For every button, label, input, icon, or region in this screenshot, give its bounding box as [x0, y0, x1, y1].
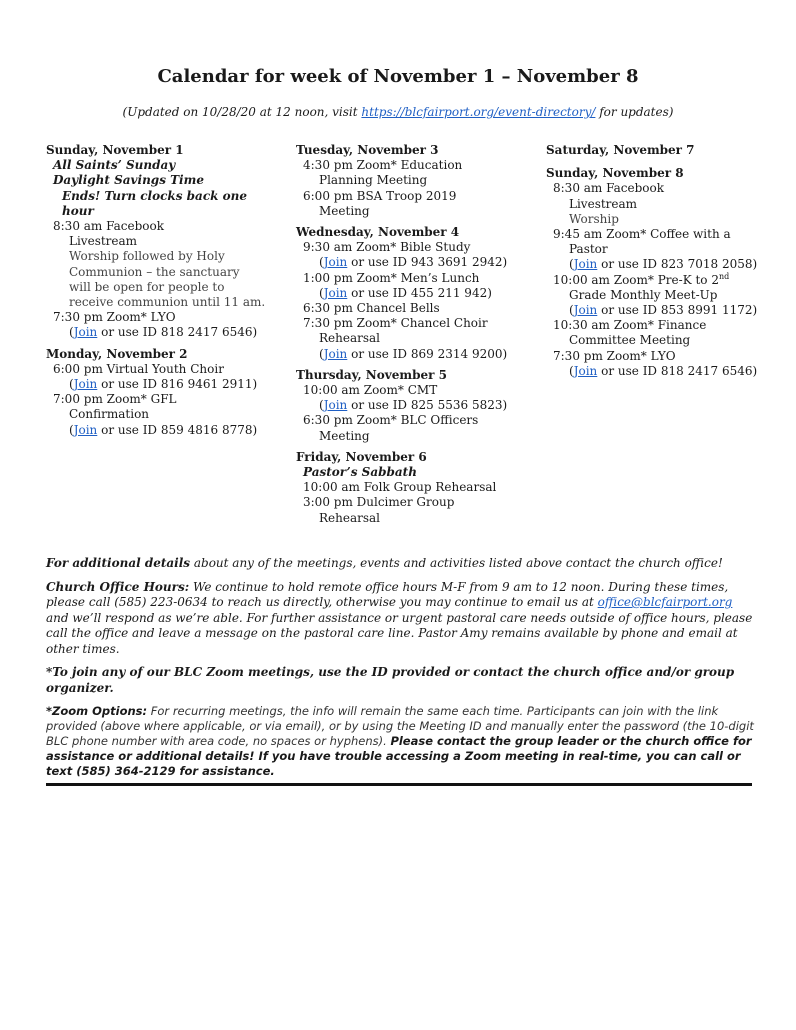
event-item: [303, 240, 536, 270]
join-link[interactable]: Join: [73, 422, 98, 437]
day-heading: Wednesday, November 4: [296, 225, 460, 240]
event-item: [303, 158, 536, 188]
meeting-id-line: (Join or use ID 455 211 942): [319, 285, 492, 300]
meeting-id-line: (Join or use ID 869 2314 9200): [319, 346, 508, 361]
office-email-link[interactable]: office@blcfairport.org: [597, 595, 733, 609]
event-title-cont: Rehearsal: [319, 510, 381, 525]
day-sunday-nov-8: [546, 166, 786, 379]
zoom-join-text: *To join any of our BLC Zoom meetings, use the ID provided or contact the church office and/or group organizer.: [46, 665, 735, 695]
office-hours-text-cont: and we’ll respond as we’re able. For further assistance or urgent pastoral care needs outside of office hours, please call the office and leave a message on the pastoral care line. Pastor Amy remains available by phone and email at other times.: [46, 610, 753, 656]
event-title-cont: Rehearsal: [319, 331, 381, 346]
day-heading: Saturday, November 7: [546, 143, 695, 157]
update-note-suffix: for updates): [595, 105, 674, 119]
event-title: 9:30 am Zoom* Bible Study: [303, 240, 471, 255]
meeting-id: or use ID 825 5536 5823): [347, 398, 508, 413]
meeting-id-line: (Join or use ID 818 2417 6546): [69, 325, 258, 340]
event-item: [303, 271, 536, 301]
event-title-cont: Livestream: [569, 196, 638, 211]
meeting-id: or use ID 859 4816 8778): [97, 422, 258, 437]
special-note: Daylight Savings Time: [53, 173, 204, 188]
event-note: Communion – the sanctuary: [69, 264, 240, 279]
day-heading: Sunday, November 8: [546, 166, 684, 181]
zoom-options-note: [46, 704, 754, 779]
day-heading: Sunday, November 1: [46, 143, 184, 157]
event-title: 8:30 am Facebook: [53, 219, 164, 234]
event-title: 6:30 pm Zoom* BLC Officers: [303, 413, 479, 428]
zoom-join-note: [46, 665, 754, 696]
calendar-column-2: [296, 143, 536, 532]
event-item: [553, 349, 786, 379]
event-title: 6:00 pm BSA Troop 2019: [303, 188, 457, 203]
page-title: Calendar for week of November 1 – November 8: [157, 66, 639, 87]
details-text: about any of the meetings, events and activities listed above contact the church office!: [190, 556, 723, 570]
office-hours-note: [46, 580, 754, 658]
event-title-text: 10:00 am Zoom* Pre-K to 2: [553, 272, 719, 287]
special-note: Ends! Turn clocks back one: [62, 188, 247, 203]
office-hours-label: Church Office Hours:: [46, 579, 190, 594]
day-wednesday-nov-4: [296, 225, 536, 362]
event-item: [553, 273, 786, 319]
event-note: receive communion until 11 am.: [69, 295, 266, 310]
event-item: [303, 413, 536, 443]
event-item: [553, 227, 786, 273]
event-title: 10:30 am Zoom* Finance: [553, 318, 707, 333]
day-thursday-nov-5: [296, 368, 536, 444]
event-note: Worship: [569, 211, 619, 226]
zoom-options-text: For recurring meetings, the info will remain the same each time. Participants can join with the link provided (above where applicable, or via email), or by using the Meeting ID and manually enter the password (the 10-digit BLC phone number with area code, no spaces or hyphens).: [46, 704, 754, 748]
update-note-prefix: (Updated on 10/28/20 at 12 noon, visit: [122, 105, 362, 119]
event-item: [303, 189, 536, 219]
day-monday-nov-2: [46, 347, 286, 438]
event-note: will be open for people to: [69, 279, 225, 294]
event-item: [303, 316, 536, 362]
join-link[interactable]: Join: [573, 363, 598, 378]
office-hours-text: We continue to hold remote office hours M-F from 9 am to 12 noon. During these times, please call (585) 223-0634 to reach us directly, otherwise you may continue to email us at: [46, 579, 729, 609]
event-title-cont: Pastor: [569, 242, 608, 257]
meeting-id: or use ID 818 2417 6546): [597, 363, 758, 378]
event-item: [53, 362, 286, 392]
details-note: [46, 556, 754, 572]
event-title: 7:00 pm Zoom* GFL: [53, 392, 177, 407]
event-item: [303, 301, 536, 316]
meeting-id: or use ID 823 7018 2058): [597, 257, 758, 272]
day-heading: Thursday, November 5: [296, 367, 447, 382]
event-title: 6:30 pm Chancel Bells: [303, 301, 440, 316]
event-title: 10:00 am Folk Group Rehearsal: [303, 480, 497, 495]
meeting-id: or use ID 816 9461 2911): [97, 377, 258, 392]
meeting-id-line: (Join or use ID 943 3691 2942): [319, 255, 508, 270]
meeting-id-line: (Join or use ID 818 2417 6546): [569, 363, 758, 378]
calendar-column-1: [46, 143, 286, 444]
join-link[interactable]: Join: [73, 377, 98, 392]
day-saturday-nov-7: [546, 143, 786, 158]
meeting-id-line: (Join or use ID 823 7018 2058): [569, 257, 758, 272]
event-title: 6:00 pm Virtual Youth Choir: [53, 361, 224, 376]
event-item: [303, 495, 536, 525]
meeting-id-line: (Join or use ID 859 4816 8778): [69, 422, 258, 437]
zoom-options-contact: Please contact the group leader or the church office for assistance or additional details! If you have trouble accessing a Zoom meeting in real-time, you can call or text (585) 364-2129 for assistance.: [46, 734, 752, 778]
special-note: All Saints’ Sunday: [53, 158, 176, 173]
event-title: 10:00 am Zoom* CMT: [303, 383, 438, 398]
event-title: 7:30 pm Zoom* LYO: [553, 348, 676, 363]
event-title: 7:30 pm Zoom* LYO: [53, 310, 176, 325]
event-title: 1:00 pm Zoom* Men’s Lunch: [303, 270, 480, 285]
event-item: [53, 219, 286, 310]
event-title-cont: Meeting: [319, 428, 370, 443]
day-heading: Monday, November 2: [46, 346, 188, 361]
meeting-id-line: (Join or use ID 816 9461 2911): [69, 377, 258, 392]
special-note: Pastor’s Sabbath: [303, 465, 417, 480]
details-label: For additional details: [46, 556, 191, 570]
join-link[interactable]: Join: [573, 257, 598, 272]
event-title: 9:45 am Zoom* Coffee with a: [553, 227, 731, 242]
zoom-options-label: *Zoom Options:: [46, 704, 148, 718]
meeting-id: or use ID 869 2314 9200): [347, 346, 508, 361]
event-title: 8:30 am Facebook: [553, 181, 664, 196]
event-item: [53, 310, 286, 340]
event-note: Worship followed by Holy: [69, 249, 225, 264]
update-note: [0, 105, 796, 119]
join-link[interactable]: Join: [323, 398, 348, 413]
join-link[interactable]: Join: [323, 255, 348, 270]
day-friday-nov-6: [296, 450, 536, 526]
join-link[interactable]: Join: [573, 303, 598, 318]
meeting-id: or use ID 818 2417 6546): [97, 325, 258, 340]
event-title-cont: Grade Monthly Meet-Up: [569, 287, 718, 302]
event-title-cont: Meeting: [319, 203, 370, 218]
event-title-cont: Planning Meeting: [319, 173, 428, 188]
event-title-cont: Livestream: [69, 234, 138, 249]
event-item: [303, 383, 536, 413]
join-link[interactable]: Join: [323, 285, 348, 300]
day-heading: Friday, November 6: [296, 449, 427, 464]
event-item: [553, 318, 786, 348]
day-sunday-nov-1: [46, 143, 286, 341]
special-note: hour: [62, 203, 94, 218]
day-tuesday-nov-3: [296, 143, 536, 219]
event-title: 3:00 pm Dulcimer Group: [303, 495, 455, 510]
event-title: [553, 273, 729, 287]
bottom-divider: [46, 783, 752, 786]
meeting-id: or use ID 853 8991 1172): [597, 303, 758, 318]
meeting-id: or use ID 455 211 942): [347, 285, 492, 300]
event-directory-link[interactable]: https://blcfairport.org/event-directory/: [361, 105, 596, 119]
event-title: 4:30 pm Zoom* Education: [303, 158, 463, 173]
day-heading: Tuesday, November 3: [296, 143, 439, 157]
meeting-id: or use ID 943 3691 2942): [347, 255, 508, 270]
ordinal-suffix: nd: [718, 271, 730, 281]
event-title-cont: Committee Meeting: [569, 333, 691, 348]
event-item: [553, 181, 786, 227]
meeting-id-line: (Join or use ID 853 8991 1172): [569, 303, 758, 318]
meeting-id-line: (Join or use ID 825 5536 5823): [319, 398, 508, 413]
event-item: [53, 392, 286, 438]
footer-notes: [46, 556, 754, 787]
join-link[interactable]: Join: [323, 346, 348, 361]
event-item: [303, 480, 536, 495]
event-title: 7:30 pm Zoom* Chancel Choir: [303, 316, 488, 331]
join-link[interactable]: Join: [73, 325, 98, 340]
calendar-column-3: [546, 143, 786, 385]
event-title-cont: Confirmation: [69, 407, 150, 422]
